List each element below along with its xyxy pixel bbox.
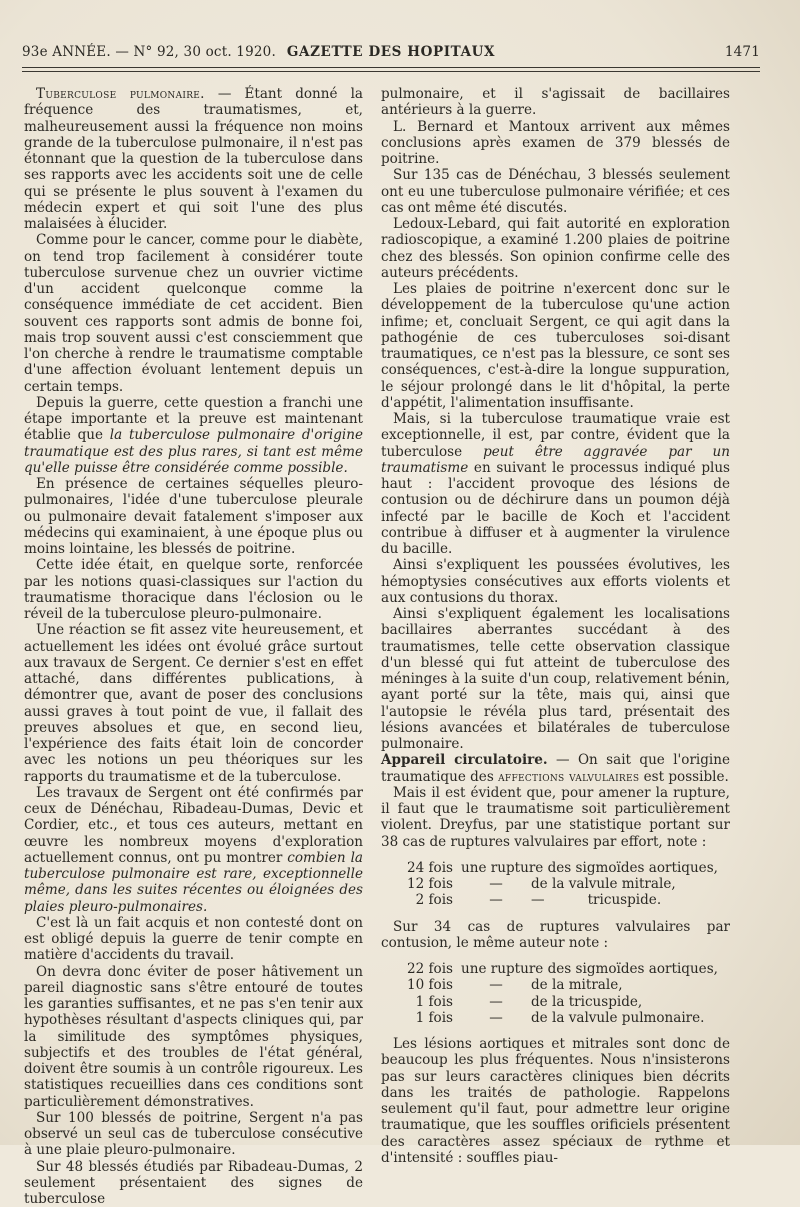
- issue-line: 93e ANNÉE. — N° 92, 30 oct. 1920.: [22, 44, 276, 60]
- paragraph: En présence de certaines séquelles pleuro-pulmonaires, l'idée d'une tuberculose pleurale ou pulmonaire devait fatalement s'imposer aux médecins qui examinaient, à une époque plus ou moins lointaine, les blessés de poitrine.: [24, 476, 363, 557]
- statistics-row: [393, 961, 730, 977]
- paragraph: pulmonaire, et il s'agissait de bacillaires antérieurs à la guerre.: [381, 86, 730, 119]
- emphasis-text: la tuberculose pulmonaire d'origine traumatique est des plus rares, si tant est même qu'elle puisse être considérée comme possible.: [24, 427, 363, 476]
- paragraph: Ainsi s'expliquent également les localisations bacillaires aberrantes succédant à des traumatismes, telle cette observation classique d'un blessé qui fut atteint de tuberculose des méninges à la suite d'un coup, relativement bénin, ayant porté sur la tête, mais qui, ainsi que l'autopsie le révéla plus tard, présentait des lésions avancées et bilatérales de tuberculose pulmonaire.: [381, 606, 730, 752]
- paragraph: [24, 785, 363, 915]
- right-column: [381, 86, 730, 1166]
- paragraph-text: en suivant le processus indiqué plus haut : l'accident provoque des lésions de contusion ou de déchirure dans un poumon déjà infecté par le bacille de Koch et l'accident contribue à diffuser et à augmenter la virulence du bacille.: [381, 460, 730, 557]
- paragraph: [381, 752, 730, 785]
- stat-description: de la valvule pulmonaire.: [531, 1010, 730, 1026]
- paragraph: Sur 34 cas de ruptures valvulaires par contusion, le même auteur note :: [381, 919, 730, 952]
- paragraph: Mais il est évident que, pour amener la rupture, il faut que le traumatisme soit particulièrement violent. Dreyfus, par une statistique portant sur 38 cas de ruptures valvulaires par effort, note :: [381, 785, 730, 850]
- statistics-list-effort: [381, 860, 730, 909]
- paragraph: C'est là un fait acquis et non contesté dont on est obligé depuis la guerre de tenir compte en matière d'accidents du travail.: [24, 915, 363, 964]
- stat-description: de la mitrale,: [531, 977, 730, 993]
- statistics-row: [393, 994, 730, 1010]
- stat-description: une rupture des sigmoïdes aortiques,: [461, 860, 730, 876]
- section-heading: Tuberculose pulmonaire.: [36, 86, 205, 102]
- statistics-row: [393, 1010, 730, 1026]
- statistics-row: [393, 876, 730, 892]
- paragraph-text: — Étant donné la fréquence des traumatismes, et, malheureusement aussi la fréquence non moins grande de la tuberculose pulmonaire, il n'est pas étonnant que la question de la tuberculose dans ses rapports avec les accidents soit une de celle qui se présente le plus souvent à l'examen du médecin expert et qui soit l'une des plus malaisées à élucider.: [24, 86, 363, 232]
- page-number: 1471: [725, 44, 760, 60]
- paragraph: Les plaies de poitrine n'exercent donc sur le développement de la tuberculose qu'une action infime; et, concluait Sergent, ce qui agit dans la pathogénie de ces tuberculoses soi-disant traumatiques, ce n'est pas la blessure, ce sont ses conséquences, c'est-à-dire la longue suppuration, le séjour prolongé dans le lit d'hôpital, la perte d'appétit, l'alimentation insuffisante.: [381, 281, 730, 411]
- stat-count: 24 fois: [393, 860, 461, 876]
- paragraph: [24, 86, 363, 232]
- journal-title: GAZETTE DES HOPITAUX: [22, 44, 760, 60]
- paragraph: Les lésions aortiques et mitrales sont donc de beaucoup les plus fréquentes. Nous n'insisterons pas sur leurs caractères cliniques bien décrits dans les traités de pathologie. Rappelons seulement qu'il faut, pour admettre leur origine traumatique, que les souffles orificiels présentent des caractères assez spéciaux de rythme et d'intensité : souffles piau-: [381, 1036, 730, 1166]
- stat-count: 10 fois: [393, 977, 461, 993]
- paragraph: On devra donc éviter de poser hâtivement un pareil diagnostic sans s'être entouré de toutes les garanties suffisantes, et ne pas s'en tenir aux hypothèses résultant d'aspects cliniques qui, par la similitude des symptômes physiques, subjectifs et des troubles de l'état général, doivent être soumis à un contrôle rigoureux. Les statistiques recueillies dans ces conditions sont particulièrement démonstratives.: [24, 964, 363, 1110]
- paragraph: Ainsi s'expliquent les poussées évolutives, les hémoptysies consécutives aux efforts violents et aux contusions du thorax.: [381, 557, 730, 606]
- emphasis-text: combien la tuberculose pulmonaire est rare, exceptionnelle même, dans les suites récentes ou éloignées des plaies pleuro-pulmonaires.: [24, 850, 363, 915]
- stat-description: une rupture des sigmoïdes aortiques,: [461, 961, 730, 977]
- paragraph-text: est possible.: [639, 769, 728, 785]
- paragraph: Cette idée était, en quelque sorte, renforcée par les notions quasi-classiques sur l'action du traumatisme thoracique dans l'éclosion ou le réveil de la tuberculose pleuro-pulmonaire.: [24, 557, 363, 622]
- stat-count: 2 fois: [393, 892, 461, 908]
- stat-dash: —: [461, 876, 531, 892]
- statistics-list-contusion: [381, 961, 730, 1026]
- paragraph: Une réaction se fit assez vite heureusement, et actuellement les idées ont évolué grâce surtout aux travaux de Sergent. Ce dernier s'est en effet attaché, dans différentes publications, à démontrer que, avant de poser des conclusions aussi graves à tout point de vue, il fallait des preuves absolues et que, en second lieu, l'expérience des faits était loin de concorder avec les notions un peu théoriques sur les rapports du traumatisme et de la tuberculose.: [24, 622, 363, 785]
- paragraph: Sur 48 blessés étudiés par Ribadeau-Dumas, 2 seulement présentaient des signes de tuberculose: [24, 1159, 363, 1207]
- stat-count: 12 fois: [393, 876, 461, 892]
- paragraph-text: Mais, si la tuberculose traumatique vraie est exceptionnelle, il est, par contre, évident que la tuberculose: [381, 411, 730, 460]
- stat-description: de la tricuspide,: [531, 994, 730, 1010]
- emphasis-text: peut être aggravée par un traumatisme: [381, 444, 730, 476]
- paragraph: L. Bernard et Mantoux arrivent aux mêmes conclusions après examen de 379 blessés de poitrine.: [381, 119, 730, 168]
- stat-description: — tricuspide.: [531, 892, 730, 908]
- paragraph: Comme pour le cancer, comme pour le diabète, on tend trop facilement à considérer toute tuberculose survenue chez un ouvrier victime d'un accident quelconque comme la conséquence immédiate de cet accident. Bien souvent ces rapports sont admis de bonne foi, mais trop souvent aussi c'est consciemment que l'on cherche à rendre le traumatisme comptable d'une affection évoluant lentement depuis un certain temps.: [24, 232, 363, 395]
- paragraph-text: Les travaux de Sergent ont été confirmés par ceux de Dénéchau, Ribadeau-Dumas, Devic et Cordier, etc., et tous ces auteurs, mettant en œuvre les nombreux moyens d'exploration actuellement connus, ont pu montrer: [24, 785, 363, 866]
- stat-dash: —: [461, 994, 531, 1010]
- stat-count: 22 fois: [393, 961, 461, 977]
- stat-description: de la valvule mitrale,: [531, 876, 730, 892]
- paragraph: Sur 100 blessés de poitrine, Sergent n'a pas observé un seul cas de tuberculose consécutive à une plaie pleuro-pulmonaire.: [24, 1110, 363, 1159]
- stat-count: 1 fois: [393, 994, 461, 1010]
- statistics-row: [393, 977, 730, 993]
- stat-dash: —: [461, 892, 531, 908]
- statistics-row: [393, 892, 730, 908]
- paragraph-text: Depuis la guerre, cette question a franchi une étape importante et la preuve est maintenant établie que: [24, 395, 363, 444]
- paragraph: [381, 411, 730, 557]
- page-header: [22, 44, 760, 66]
- header-rule: [22, 67, 760, 72]
- stat-dash: —: [461, 977, 531, 993]
- stat-count: 1 fois: [393, 1010, 461, 1026]
- paragraph: [24, 395, 363, 476]
- paragraph: Sur 135 cas de Dénéchau, 3 blessés seulement ont eu une tuberculose pulmonaire vérifiée; et ces cas ont même été discutés.: [381, 167, 730, 216]
- small-caps-text: affections valvulaires: [498, 769, 639, 785]
- stat-dash: —: [461, 1010, 531, 1026]
- left-column: [24, 86, 363, 1207]
- statistics-row: [393, 860, 730, 876]
- paragraph: Ledoux-Lebard, qui fait autorité en exploration radioscopique, a examiné 1.200 plaies de poitrine chez des blessés. Son opinion confirme celle des auteurs précédents.: [381, 216, 730, 281]
- section-heading: Appareil circulatoire.: [381, 752, 548, 768]
- paragraph-text: — On sait que l'origine traumatique des: [381, 752, 730, 784]
